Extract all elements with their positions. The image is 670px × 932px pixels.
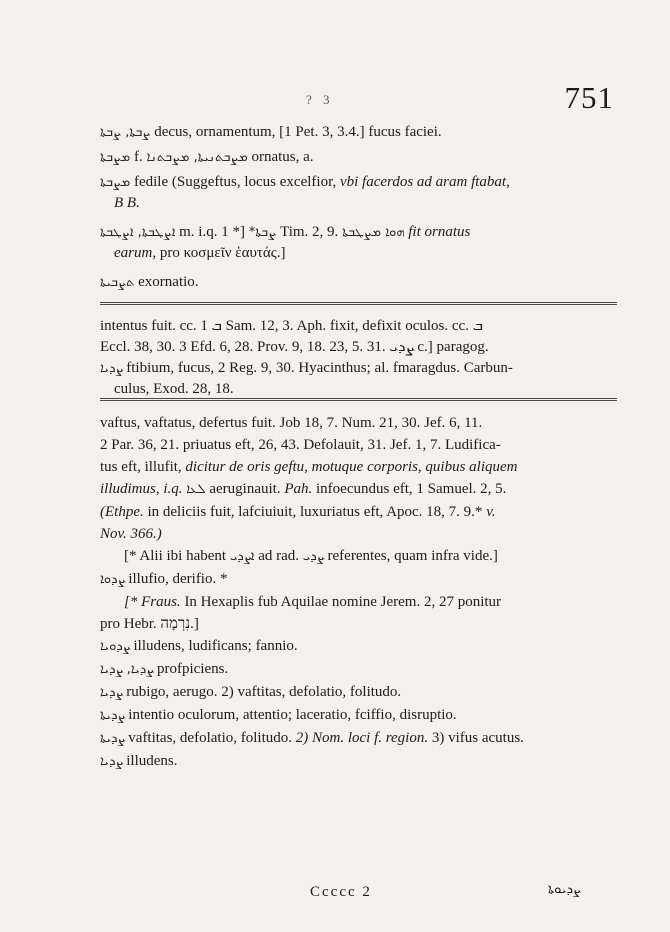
syriac-headword: ܨܕܝ xyxy=(302,549,324,564)
entry-italic: 2) Nom. loci f. region. xyxy=(295,730,429,746)
syriac-headword: ܐܨܕܝ xyxy=(229,549,255,564)
entry-line: illufio, derifio. * xyxy=(128,571,228,587)
syriac-headword: ܨܕܘܐ xyxy=(100,572,125,587)
entry-definition: m. i.q. xyxy=(179,224,218,240)
entry-line: [* Alii ibi habent xyxy=(124,548,227,564)
entry-italic: earum, xyxy=(114,245,157,261)
entry-line: ftibium, fucus, 2 Reg. 9, 30. Hyacinthus; al. fmaragdus. Carbun- xyxy=(126,360,513,376)
entry-line: infoecundus eft, 1 Samuel. 2, 5. xyxy=(316,481,507,497)
syriac-headword: ܨܒܬܐ* xyxy=(248,225,277,240)
syriac-headword: ܨܕܝܐ xyxy=(100,685,123,700)
entry-definition: [* 1 Tim. 2, 9. xyxy=(221,224,339,240)
entry-line: vaftitas, defolatio, folitudo. xyxy=(128,730,292,746)
entry-definition: fedile (Suggeftus, locus excelfior, xyxy=(133,174,337,190)
entry-line: vaftus, vaftatus, defertus fuit. Job 18, 7. Num. 21, 30. Jef. 6, 11. xyxy=(100,415,483,431)
catchword: ܨܕܝܘܬܐ xyxy=(547,882,580,897)
entry-italic: dicitur de oris geftu, motuque corporis, quibus aliquem xyxy=(185,459,518,475)
entry-sedile xyxy=(100,172,610,214)
entry-line: pro Hebr. נִרְמָה.] xyxy=(100,616,199,632)
entry-exornatio xyxy=(100,272,610,293)
syriac-headword: ܠܥܐ xyxy=(186,482,206,497)
entry-line: rubigo, aerugo. 2) vaftitas, defolatio, folitudo. xyxy=(126,684,402,700)
entry-definition: f. xyxy=(133,149,143,165)
entry-italic: v. xyxy=(486,504,496,520)
entry-line: ad rad. xyxy=(258,548,300,564)
syriac-headword: ܬܨܒܝܬܐ xyxy=(100,275,135,290)
entry-definition: ornatus, a. xyxy=(251,149,314,165)
entry-continuation: pro κοσμεῖν ἑαυτάς.] xyxy=(159,245,286,261)
syriac-headword: ܡܨܒܬܢܝܬܐ, ܡܨܒܬܢܐ xyxy=(146,150,248,165)
syriac-headword: ܨܕܝܬܐ xyxy=(100,731,125,746)
entry-line: in deliciis fuit, lafciuiuit, luxuriatus eft, Apoc. 18, 7. 9.* xyxy=(147,504,483,520)
entry-italic: Nov. 366.) xyxy=(100,526,162,542)
entry-italic: fit ornatus xyxy=(408,224,471,240)
entry-line: intentio oculorum, attentio; laceratio, fciffio, disruptio. xyxy=(128,707,457,723)
entry-italic: (Ethpe. xyxy=(100,504,144,520)
entry-line: 2 Par. 36, 21. priuatus eft, 26, 43. Defolauit, 31. Jef. 1, 7. Ludifica- xyxy=(100,437,501,453)
header-mark: ? 3 xyxy=(306,92,334,107)
entry-definition: decus, ornamentum, [1 Pet. 3, 3.4.] fucus faciei. xyxy=(154,124,442,140)
entry-line: culus, Exod. 28, 18. xyxy=(114,381,234,397)
entry-continuation: B B. xyxy=(114,195,140,211)
signature-mark: Ccccc 2 xyxy=(310,884,372,900)
section-divider xyxy=(100,302,617,305)
syriac-headword: ܡܨܒܬܐ xyxy=(100,150,131,165)
entry-line: 3) vifus acutus. xyxy=(431,730,524,746)
entry-iq xyxy=(100,222,610,264)
syriac-headword: ܨܕܝܐ, ܨܕܝܐ xyxy=(100,662,154,677)
entry-ornatus xyxy=(100,147,610,168)
entry-line: aeruginauit. xyxy=(209,481,281,497)
entry-italic: vbi facerdos ad aram ftabat, xyxy=(339,174,510,190)
entry-line: intentus fuit. cc. ܒ 1 Sam. 12, 3. Aph. fixit, defixit oculos. cc. ܒ xyxy=(100,318,483,334)
entry-italic: illudimus, i.q. xyxy=(100,481,183,497)
entry-italic: [* Fraus. xyxy=(124,594,181,610)
entry-line: illudens. xyxy=(126,753,178,769)
entry-line: profpiciens. xyxy=(157,661,229,677)
entry-intentus xyxy=(100,316,610,400)
page-number: 751 xyxy=(564,80,614,115)
entry-decus xyxy=(100,122,610,143)
entry-italic: Pah. xyxy=(284,481,313,497)
entry-line: referentes, quam infra vide.] xyxy=(327,548,498,564)
syriac-headword: ܨܕܘܝܐ xyxy=(100,639,130,654)
syriac-headword: ܡܨܒܬܐ xyxy=(100,175,131,190)
syriac-headword: ܐܨܛܒܬܐ, ܐܨܛܒܬܐ xyxy=(100,225,176,240)
entry-line: tus eft, illufit, xyxy=(100,459,182,475)
entry-definition: exornatio. xyxy=(138,274,199,290)
section-divider xyxy=(100,398,617,401)
syriac-headword: ܗܘܐ ܡܨܛܒܬܐ xyxy=(342,225,405,240)
entry-line: illudens, ludificans; fannio. xyxy=(133,638,298,654)
entry-line: In Hexaplis fub Aquilae nomine Jerem. 2, 27 ponitur xyxy=(184,594,502,610)
entry-line: Eccl. 38, 30. 3 Efd. 6, 28. Prov. 9, 18. 23, 5. 31. ܨܕܝ c.] paragog. xyxy=(100,339,489,355)
syriac-headword: ܨܕܝܐ xyxy=(100,754,123,769)
syriac-headword: ܨܒܬܐ, ܨܒܬܐ xyxy=(100,125,151,140)
syriac-headword: ܨܕܝܬܐ xyxy=(100,708,125,723)
entry-vastus xyxy=(100,412,610,773)
syriac-headword: ܨܕܝܐ xyxy=(100,361,123,376)
